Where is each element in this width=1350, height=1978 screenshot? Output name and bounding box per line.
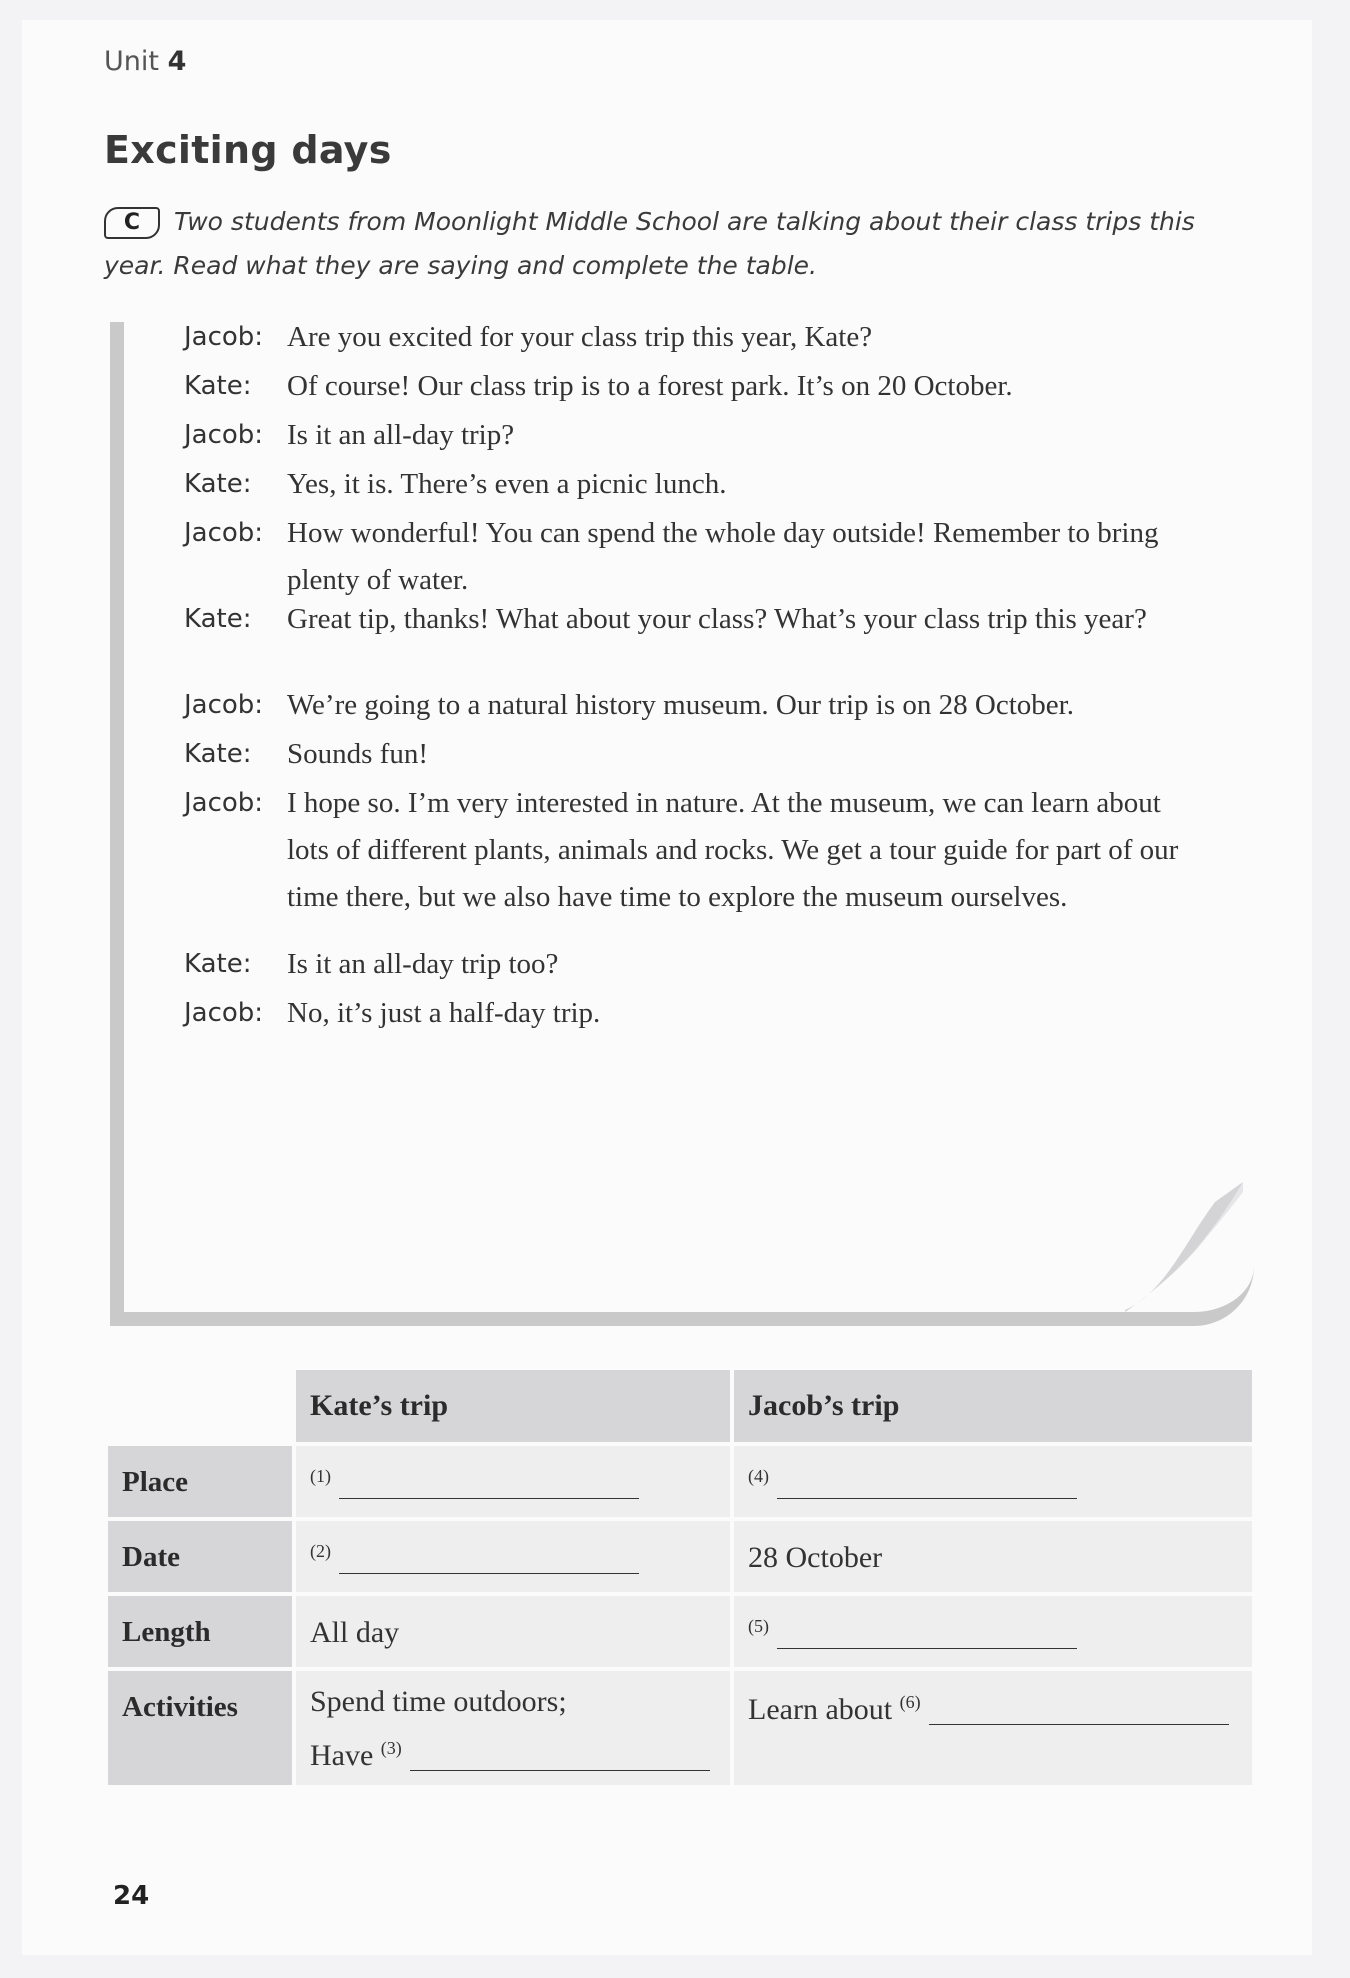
speaker: Jacob: <box>184 322 264 352</box>
dialogue-line <box>184 314 1204 361</box>
utterance: Great tip, thanks! What about your class? What’s your class trip this year? <box>287 603 1147 635</box>
instruction-text: Two students from Moonlight Middle School are talking about their class trips this year. Read what they are saying and complete the table. <box>104 207 1195 280</box>
speaker: Jacob: <box>184 788 264 818</box>
answer-blank[interactable] <box>410 1744 710 1771</box>
speaker: Kate: <box>184 739 252 769</box>
speaker: Kate: <box>184 371 252 401</box>
dialogue-line <box>184 596 1204 643</box>
exercise-instruction <box>104 200 1254 288</box>
utterance: Is it an all-day trip? <box>287 419 515 451</box>
trip-table <box>104 1370 1256 1789</box>
cell-jacob-activities <box>734 1671 1252 1789</box>
utterance: I hope so. I’m very interested in nature. At the museum, we can learn about lots of different plants, animals and rocks. We get a tour guide for part of our time there, but we also have time to explore the museum ourselves. <box>287 787 1179 913</box>
page-title: Exciting days <box>104 128 392 172</box>
row-header-activities: Activities <box>108 1671 292 1789</box>
table-row <box>108 1671 1252 1789</box>
cell-kate-activities <box>296 1671 730 1789</box>
answer-blank[interactable] <box>339 1472 639 1499</box>
column-header-kate: Kate’s trip <box>296 1370 730 1446</box>
activity-text: Spend time outdoors; <box>310 1685 567 1718</box>
dialogue-line <box>184 363 1204 410</box>
row-header-length: Length <box>108 1596 292 1671</box>
table-row <box>108 1596 1252 1671</box>
speaker: Kate: <box>184 604 252 634</box>
page-curl-decoration <box>1125 1182 1243 1312</box>
utterance: Sounds fun! <box>287 738 428 770</box>
dialogue-box <box>110 322 1254 1326</box>
utterance: Yes, it is. There’s even a picnic lunch. <box>287 468 727 500</box>
dialogue-line <box>184 990 1204 1037</box>
dialogue-line <box>184 412 1204 459</box>
dialogue-line <box>184 461 1204 508</box>
blank-number: (2) <box>310 1541 331 1561</box>
answer-blank[interactable] <box>339 1547 639 1574</box>
utterance: Are you excited for your class trip this year, Kate? <box>287 321 873 353</box>
utterance: Is it an all-day trip too? <box>287 948 559 980</box>
dialogue-line <box>184 941 1204 988</box>
speaker: Jacob: <box>184 420 264 450</box>
unit-number: 4 <box>167 46 187 77</box>
cell-jacob-length <box>734 1596 1252 1671</box>
exercise-badge: C <box>104 207 160 239</box>
utterance: How wonderful! You can spend the whole day outside! Remember to bring plenty of water. <box>287 517 1159 596</box>
page-number: 24 <box>113 1881 150 1911</box>
dialogue-line <box>184 731 1204 778</box>
speaker: Kate: <box>184 949 252 979</box>
table-row <box>108 1521 1252 1596</box>
blank-number: (3) <box>380 1738 402 1758</box>
answer-blank[interactable] <box>777 1472 1077 1499</box>
speaker: Kate: <box>184 469 252 499</box>
utterance: No, it’s just a half-day trip. <box>287 997 601 1029</box>
utterance: We’re going to a natural history museum. Our trip is on 28 October. <box>287 689 1074 721</box>
column-header-jacob: Jacob’s trip <box>734 1370 1252 1446</box>
utterance: Of course! Our class trip is to a forest park. It’s on 20 October. <box>287 370 1013 402</box>
dialogue-line <box>184 780 1204 921</box>
blank-number: (5) <box>748 1616 769 1636</box>
speaker: Jacob: <box>184 998 264 1028</box>
blank-number: (4) <box>748 1466 769 1486</box>
activity-text: Learn about <box>748 1693 893 1726</box>
dialogue-line <box>184 682 1204 729</box>
cell-kate-date <box>296 1521 730 1596</box>
cell-jacob-place <box>734 1446 1252 1521</box>
unit-text: Unit <box>104 46 159 77</box>
dialogue-line <box>184 510 1204 604</box>
activity-text: Have <box>310 1739 374 1772</box>
cell-kate-length: All day <box>296 1596 730 1671</box>
table-row <box>108 1446 1252 1521</box>
speaker: Jacob: <box>184 690 264 720</box>
blank-number: (6) <box>899 1692 921 1712</box>
answer-blank[interactable] <box>929 1698 1229 1725</box>
table-header-row <box>108 1370 1252 1446</box>
cell-jacob-date: 28 October <box>734 1521 1252 1596</box>
row-header-date: Date <box>108 1521 292 1596</box>
answer-blank[interactable] <box>777 1622 1077 1649</box>
blank-number: (1) <box>310 1466 331 1486</box>
cell-kate-place <box>296 1446 730 1521</box>
unit-label <box>104 46 186 77</box>
empty-corner-cell <box>108 1370 292 1446</box>
activity-line <box>310 1725 716 1779</box>
row-header-place: Place <box>108 1446 292 1521</box>
speaker: Jacob: <box>184 518 264 548</box>
